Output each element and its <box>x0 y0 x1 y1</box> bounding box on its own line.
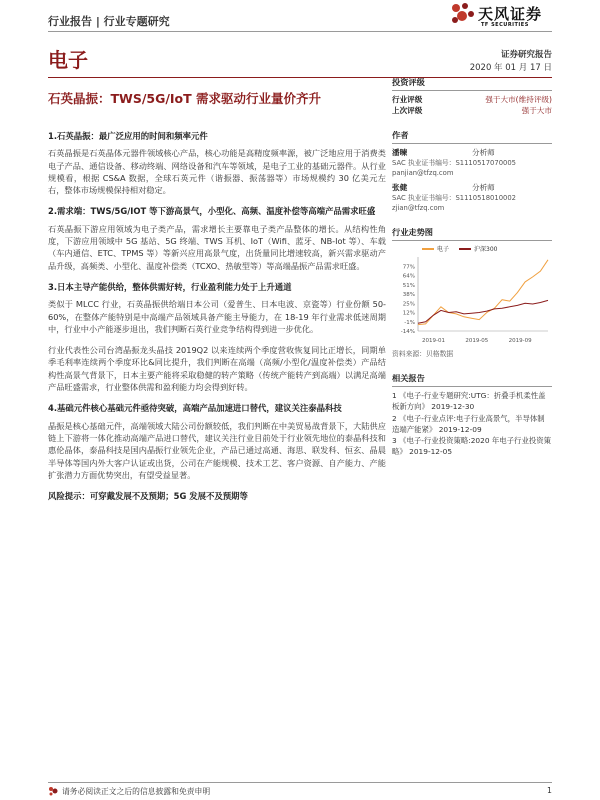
section-paragraph: 晶振是核心基础元件，高端领域大陆公司份额较低，我们判断在中美贸易战背景下，大陆供应链上下游将一体化推动高端产品进口替代，建议关注行业目前处于行业领先地位的泰晶科技和惠伦晶体，泰晶科技是国内晶振行业领先企业，产品已通过高通、海思、联发科、恒玄、晶晨半导体等国内外大客户认证或出货，公司在产能规模、技术工艺、客户资源、自产能力、产能扩张潜力方面优势突出，有望受益显著。 <box>48 420 386 480</box>
section-paragraph: 石英晶振下游应用领域为电子类产品，需求增长主要靠电子类产品整体的增长。从结构性角度，下游应用领域中 5G 基站、5G 终端、TWS 耳机、IoT（Wifi、蓝牙、NB-Iot 等）、车载（车内通信、ETC、TPMS 等）等新兴应用高景气度，出货量同比增速较高，新兴需求驱动产品升级，高频类、小型化、温度补偿类（TCXO、热敏型等）等高端晶振产品需求旺盛。 <box>48 223 386 271</box>
related-report-item[interactable]: 3 《电子-行业投资策略:2020 年电子行业投资策略》 2019-12-05 <box>392 436 552 457</box>
related-report-item[interactable]: 1 《电子-行业专题研究:UTG：折叠手机柔性盖板新方向》 2019-12-30 <box>392 391 546 412</box>
legend-label: 沪深300 <box>474 246 498 253</box>
author-license: SAC 执业证书编号：S1110517070005 <box>392 159 516 167</box>
x-tick-label: 2019-09 <box>508 338 532 344</box>
tf-logo-icon <box>449 1 475 27</box>
y-tick-label: 25% <box>402 301 415 308</box>
page-number: 1 <box>547 786 552 795</box>
rating-heading: 投资评级 <box>392 77 552 91</box>
main-content <box>48 130 386 507</box>
footer-logo-icon <box>48 786 58 796</box>
author-license: SAC 执业证书编号：S1110518010002 <box>392 194 516 202</box>
trend-heading: 行业走势图 <box>392 227 552 241</box>
brand-name-en: TF SECURITIES <box>481 22 529 28</box>
trend-chart <box>392 253 552 345</box>
y-tick-label: -14% <box>400 329 415 335</box>
section-4 <box>48 402 386 481</box>
section-2 <box>48 205 386 271</box>
y-tick-label: 38% <box>402 292 415 298</box>
legend-item <box>459 244 497 253</box>
legend-swatch <box>422 248 434 250</box>
prev-rating-label: 上次评级 <box>392 106 423 115</box>
author-block <box>392 147 552 158</box>
section-heading: 1.石英晶振：最广泛应用的时间和频率元件 <box>48 131 208 141</box>
industry-title: 电子 <box>48 48 88 72</box>
legend-label: 电子 <box>437 246 450 253</box>
section-paragraph: 类似于 MLCC 行业，石英晶振供给端日本公司（爱普生、日本电波、京瓷等）行业份额 50-60%，在整体产能特别是中高端产品领域具备产能主导能力，在 18-19 年行业需求低迷周期中，行业中小产能逐步退出，我们判断石英行业竞争结构得到进一步优化。 <box>48 299 386 334</box>
report-type: 证券研究报告 <box>500 50 552 60</box>
chart-legend <box>422 244 552 253</box>
report-category: 行业报告 | 行业专题研究 <box>48 15 170 28</box>
author-role: 分析师 <box>472 148 495 157</box>
chart-source: 资料来源：贝格数据 <box>392 350 454 358</box>
y-tick-label: 51% <box>402 282 415 289</box>
y-tick-label: -1% <box>404 319 415 326</box>
section-heading: 3.日本主导产能供给，整体供需好转，行业盈利能力处于上升通道 <box>48 281 292 292</box>
prev-rating-value: 强于大市 <box>521 106 552 115</box>
brand-name: 天风证券 <box>478 5 543 23</box>
author-role: 分析师 <box>472 183 495 192</box>
rating-value: 强于大市(维持评级) <box>485 95 552 104</box>
author-name: 张健 <box>392 183 408 192</box>
prev-rating-row <box>392 105 552 116</box>
sidebar <box>392 77 552 458</box>
y-tick-label: 64% <box>402 273 415 280</box>
author-email[interactable]: zjian@tfzq.com <box>392 204 445 212</box>
section-heading: 2.需求端：TWS/5G/IOT 等下游高景气，小型化、高频、温度补偿等高端产品需求旺盛 <box>48 206 376 217</box>
footer-divider <box>48 782 552 783</box>
author-email[interactable]: panjian@tfzq.com <box>392 169 454 177</box>
y-tick-label: 12% <box>402 310 415 317</box>
authors-heading: 作者 <box>392 130 552 144</box>
series-line <box>418 300 548 323</box>
related-heading: 相关报告 <box>392 373 552 387</box>
report-title: 石英晶振：TWS/5G/IoT 需求驱动行业量价齐升 <box>48 91 322 106</box>
disclaimer-text: 请务必阅读正文之后的信息披露和免责申明 <box>62 787 211 796</box>
risk-warning: 风险提示：可穿戴发展不及预期；5G 发展不及预期等 <box>48 491 248 502</box>
rating-row <box>392 94 552 105</box>
header-divider <box>48 31 552 32</box>
legend-swatch <box>459 248 471 250</box>
rating-label: 行业评级 <box>392 95 423 104</box>
x-tick-label: 2019-05 <box>465 338 489 344</box>
y-tick-label: 77% <box>402 264 415 271</box>
section-heading: 4.基础元件核心基础元件亟待突破，高端产品加速进口替代，建议关注泰晶科技 <box>48 403 342 414</box>
x-tick-label: 2019-01 <box>422 338 445 344</box>
section-paragraph: 行业代表性公司台湾晶振龙头晶技 2019Q2 以来连续两个季度营收恢复同比正增长，同期单季毛利率连续两个季度环比&同比提升，我们判断在高端（高频/小型化/温度补偿类）产品结构性高景气背景下，日本主要产能将采取稳健的转产策略（传统产能转产到高端）以满足高端产品旺盛需求，行业整体供需和盈利能力均会得到好转。 <box>48 345 386 393</box>
related-report-item[interactable]: 2 《电子-行业点评:电子行业高景气，半导体制造端产能紧》 2019-12-09 <box>392 413 545 434</box>
legend-item <box>422 244 449 253</box>
section-3 <box>48 281 386 393</box>
author-block <box>392 182 552 193</box>
author-name: 潘暕 <box>392 148 408 157</box>
section-paragraph: 石英晶振是石英晶体元器件领域核心产品，核心功能是高精度频率源，被广泛地应用于消费类电子产品、通信设备、移动终端、网络设备和汽车等领域，是电子工业的基础元器件。从行业规模看，根据 CS&A 数据，全球石英元件（谐振器、振荡器等）市场规模约 30 亿美元左右，整体市场规模保持相对稳定。 <box>48 148 386 196</box>
section-1 <box>48 130 386 196</box>
report-date: 2020 年 01 月 17 日 <box>469 63 552 73</box>
series-line <box>418 260 548 325</box>
